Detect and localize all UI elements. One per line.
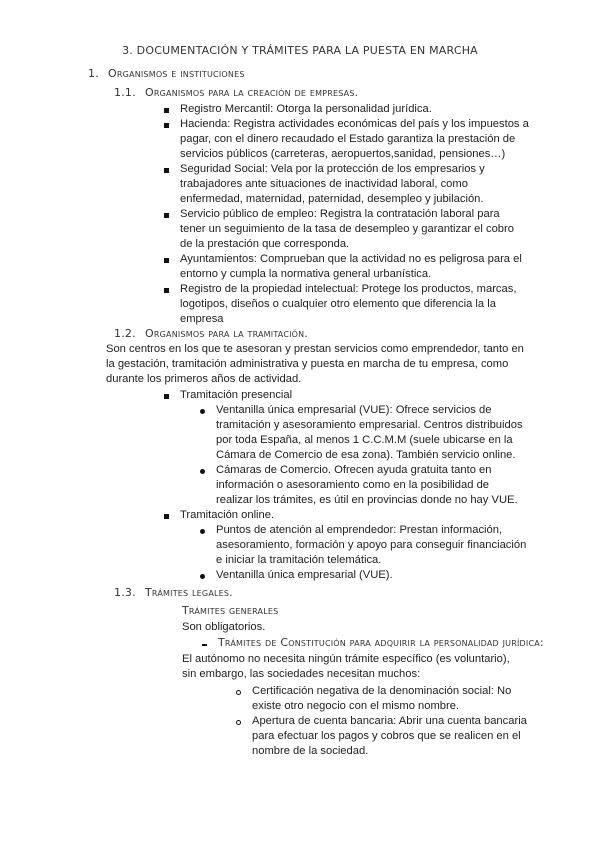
paragraph: Son obligatorios. [182,621,266,633]
list-item: Tramitación online. [180,509,275,521]
dash-bullet [202,644,207,646]
list-item: Tramitación presencial [180,389,293,401]
square-bullet [164,258,169,263]
list-item: Puntos de atención al emprendedor: Prestan información, asesoramiento, formación y apoyo para conseguir financiación e iniciar la tramitación telemática. [216,524,527,566]
list-item: Registro de la propiedad intelectual: Protege los productos, marcas, logotipos, diseños o cualquier otro elemento que diferencia la la empresa [180,283,517,325]
list-item: Registro Mercantil: Otorga la personalidad jurídica. [180,103,432,115]
list-item: Ventanilla única empresarial (VUE): Ofrece servicios de tramitación y asesoramiento empresarial. Centros distribuidos por toda España, al menos 1 C.C.M.M (suele ubicarse en la Cámara de Comercio de esa zona). También servicio online. [216,404,523,461]
section-number: 1. [88,67,99,80]
heading-generales: Trámites generales [182,604,279,617]
square-bullet [164,168,169,173]
list-item: Hacienda: Registra actividades económicas del país y los impuestos a pagar, con el dinero recaudado el Estado garantiza la prestación de servicios públicos (carreteras, aeropuertos,sanidad, pensiones…) [180,118,529,160]
subsection-title: Organismos para la creación de empresas. [145,86,359,99]
round-bullet [200,469,205,474]
subsection-number: 1.1. [114,86,136,99]
square-bullet [164,213,169,218]
subsection-title: Organismos para la tramitación. [145,327,309,340]
page-title: 3. DOCUMENTACIÓN Y TRÁMITES PARA LA PUESTA EN MARCHA [122,44,478,57]
list-item: Ayuntamientos: Comprueban que la actividad no es peligrosa para el entorno y cumpla la normativa general urbanística. [180,253,522,280]
list-item: Seguridad Social: Vela por la protección de los empresarios y trabajadores ante situaciones de inactividad laboral, como enfermedad, maternidad, paternidad, desempleo y jubilación. [180,163,485,205]
paragraph: El autónomo no necesita ningún trámite específico (es voluntario), sin embargo, las sociedades necesitan muchos: [182,653,510,680]
subsection-number: 1.3. [114,586,136,599]
subsection-number: 1.2. [114,327,136,340]
subsection-title: Trámites legales. [145,586,233,599]
square-bullet [164,394,169,399]
heading-constitucion: Trámites de Constitución para adquirir la personalidad jurídica: [218,636,544,649]
list-item: Apertura de cuenta bancaria: Abrir una cuenta bancaria para efectuar los pagos y cobros que se realicen en el nombre de la sociedad. [252,715,527,757]
square-bullet [164,108,169,113]
circle-bullet [236,720,241,725]
paragraph: Son centros en los que te asesoran y prestan servicios como emprendedor, tanto en la gestación, tramitación administrativa y puesta en marcha de tu empresa, como durante los primeros años de actividad. [106,343,524,385]
square-bullet [164,123,169,128]
list-item: Cámaras de Comercio. Ofrecen ayuda gratuita tanto en información o asesoramiento como en la posibilidad de realizar los trámites, es útil en provincias donde no hay VUE. [216,464,518,506]
list-item: Ventanilla única empresarial (VUE). [216,569,393,581]
section-title: Organismos e instituciones [108,67,245,80]
list-item: Certificación negativa de la denominación social: No existe otro negocio con el mismo nombre. [252,685,512,712]
round-bullet [200,409,205,414]
round-bullet [200,529,205,534]
round-bullet [200,574,205,579]
square-bullet [164,288,169,293]
square-bullet [164,514,169,519]
circle-bullet [236,690,241,695]
list-item: Servicio público de empleo: Registra la contratación laboral para tener un seguimiento de la tasa de desempleo y garantizar el cobro de la prestación que corresponda. [180,208,514,250]
